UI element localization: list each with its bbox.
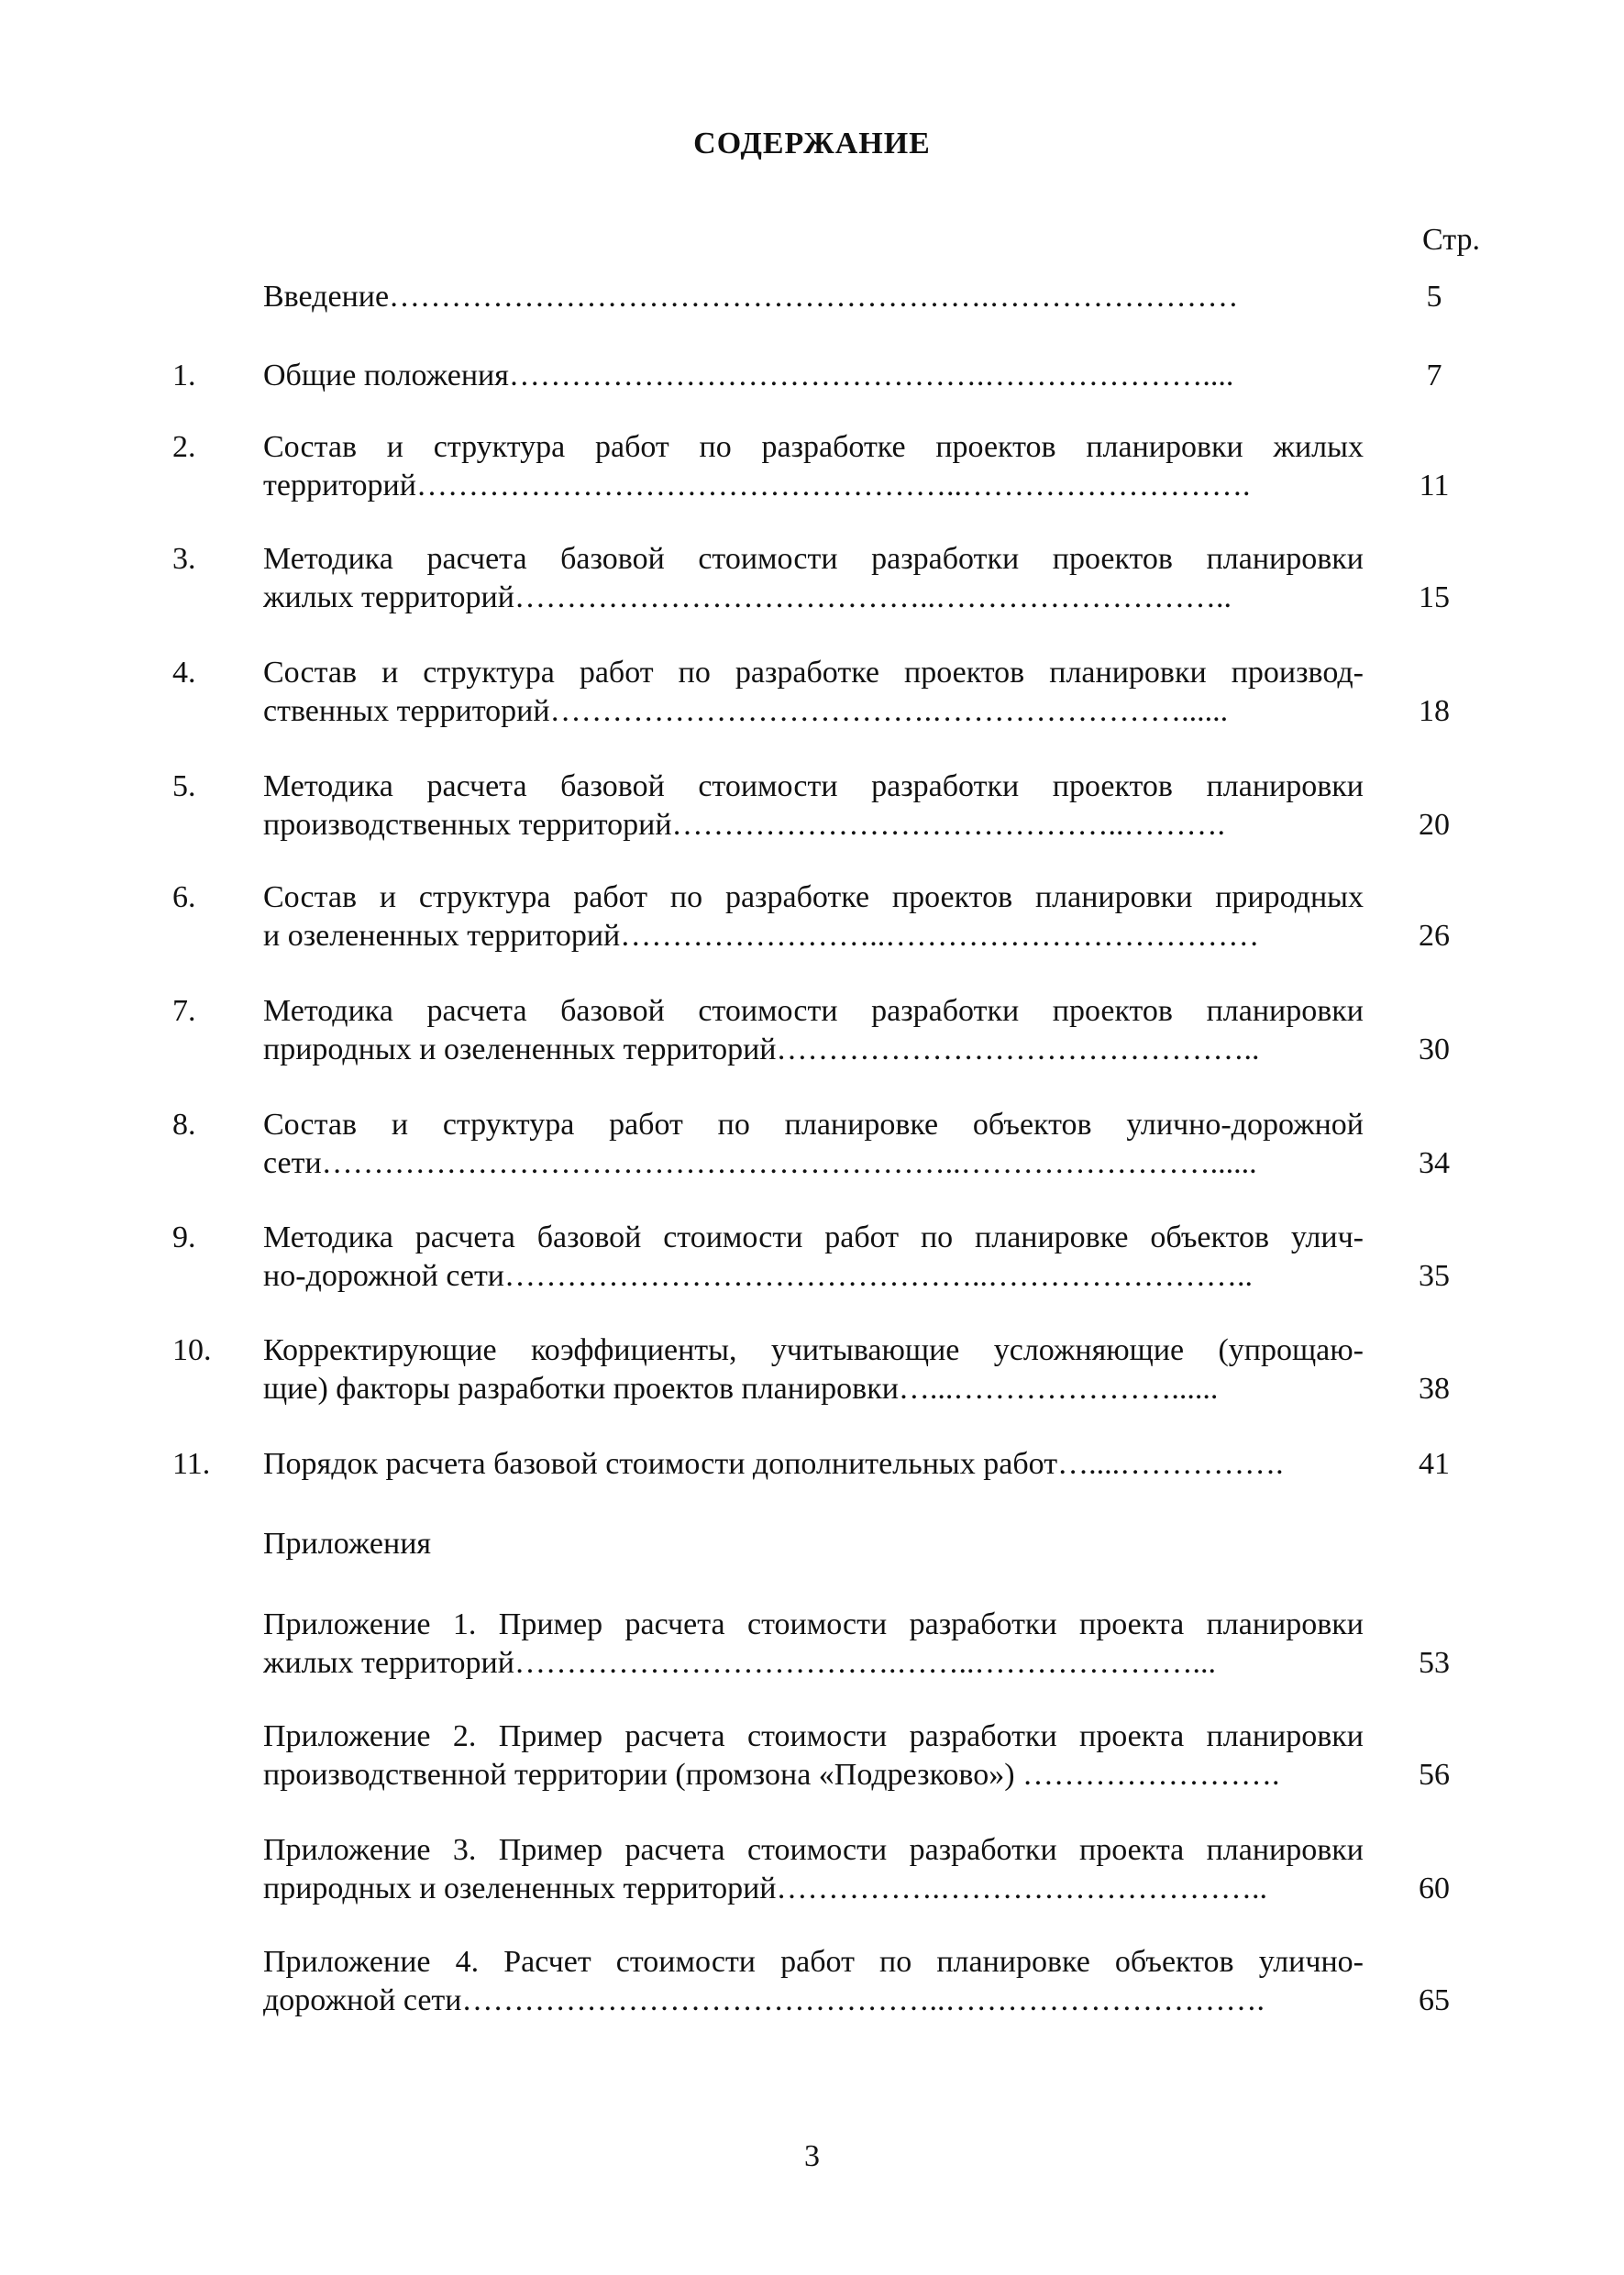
- toc-entry-text: [263, 278, 1364, 316]
- toc-entry-line: производственной территории (промзона «Подрезково») …………………….: [263, 1758, 1280, 1792]
- toc-entry-page: 60: [1419, 1872, 1450, 1905]
- toc-entry-line: щие) факторы разработки проектов планировки…...…………………......: [263, 1372, 1219, 1406]
- toc-entry-text: [263, 654, 1364, 731]
- toc-entry-text: [263, 1717, 1364, 1795]
- toc-entry-line: дорожной сети………………………………………..………………………….: [263, 1983, 1265, 2017]
- toc-entry-text: [263, 1943, 1364, 2020]
- toc-entry-line: ственных территорий……………………………….……………………......: [263, 694, 1229, 728]
- toc-entry-line: Методика расчета базовой стоимости разработки проектов планировки: [263, 994, 1364, 1028]
- toc-entry-line: Методика расчета базовой стоимости разработки проектов планировки: [263, 542, 1364, 576]
- toc-entry-line: Состав и структура работ по разработке проектов планировки природных: [263, 880, 1364, 914]
- toc-entry-page: 15: [1419, 580, 1450, 614]
- toc-entry-text: [263, 1831, 1364, 1908]
- toc-entry-text: [263, 1525, 1364, 1563]
- toc-entry-line: Приложение 3. Пример расчета стоимости разработки проекта планировки: [263, 1833, 1364, 1867]
- toc-entry-page: 11: [1419, 469, 1450, 502]
- toc-entry-text: [263, 768, 1364, 845]
- toc-entry-number: 5.: [172, 769, 196, 803]
- toc-entry-text: [263, 1106, 1364, 1183]
- toc-entry-line: Приложения: [263, 1527, 432, 1561]
- toc-entry-number: 3.: [172, 542, 196, 576]
- toc-entry-number: 9.: [172, 1220, 196, 1254]
- toc-entry-page: 20: [1419, 808, 1450, 842]
- toc-entry-line: Приложение 4. Расчет стоимости работ по планировке объектов улично-: [263, 1945, 1364, 1979]
- toc-entry-page: 18: [1419, 694, 1450, 728]
- toc-entry-line: но-дорожной сети………………………………………..……………………..: [263, 1259, 1254, 1293]
- toc-entry-line: Общие положения……………………………………….…………………....: [263, 359, 1234, 392]
- page-number: 3: [804, 2139, 820, 2173]
- toc-entry-page: 35: [1419, 1259, 1450, 1293]
- toc-entry-number: 8.: [172, 1108, 196, 1142]
- toc-entry-line: Состав и структура работ по разработке проектов планировки производ-: [263, 656, 1364, 690]
- toc-entry-line: Приложение 2. Пример расчета стоимости разработки проекта планировки: [263, 1719, 1364, 1753]
- toc-entry-text: [263, 1331, 1364, 1408]
- toc-entry-line: Приложение 1. Пример расчета стоимости разработки проекта планировки: [263, 1607, 1364, 1641]
- toc-entry-page: 30: [1419, 1033, 1450, 1066]
- toc-entry-number: 10.: [172, 1333, 212, 1367]
- toc-entry-number: 6.: [172, 880, 196, 914]
- toc-entry-page: 26: [1419, 919, 1450, 953]
- toc-entry-number: 2.: [172, 430, 196, 464]
- toc-entry-page: 56: [1419, 1758, 1450, 1792]
- toc-entry-number: 1.: [172, 359, 196, 392]
- toc-entry-page: 34: [1419, 1146, 1450, 1180]
- toc-entry-line: жилых территорий…………………………………..………………………..: [263, 580, 1232, 614]
- toc-entry-text: [263, 1219, 1364, 1296]
- toc-entry-page: 38: [1419, 1372, 1450, 1406]
- toc-entry-number: 4.: [172, 656, 196, 690]
- toc-entry-line: и озелененных территорий……………………..………………………………: [263, 919, 1260, 953]
- toc-entry-text: [263, 357, 1364, 395]
- toc-entry-text: [263, 992, 1364, 1069]
- toc-entry-page: 65: [1419, 1983, 1450, 2017]
- toc-entry-line: жилых территорий……………………………….……..…………………...: [263, 1646, 1216, 1680]
- toc-entry-text: [263, 1606, 1364, 1683]
- toc-entry-text: [263, 878, 1364, 955]
- toc-entry-line: производственных территорий……………………………………..……….: [263, 808, 1226, 842]
- page-column-label: Стр.: [1421, 223, 1480, 257]
- toc-entry-page: 53: [1419, 1646, 1450, 1680]
- toc-entry-line: Состав и структура работ по разработке проектов планировки жилых: [263, 430, 1364, 464]
- toc-entry-line: природных и озелененных территорий………………………………………..: [263, 1033, 1260, 1066]
- toc-entry-line: территорий……………………………………………..……………………….: [263, 469, 1251, 502]
- toc-entry-page: 41: [1419, 1447, 1450, 1481]
- toc-entry-line: Состав и структура работ по планировке объектов улично-дорожной: [263, 1108, 1364, 1142]
- toc-entry-line: Методика расчета базовой стоимости разработки проектов планировки: [263, 769, 1364, 803]
- toc-entry-text: [263, 540, 1364, 617]
- toc-entry-line: Методика расчета базовой стоимости работ по планировке объектов улич-: [263, 1220, 1364, 1254]
- toc-entry-page: 7: [1426, 359, 1442, 392]
- toc-entry-page: 5: [1426, 280, 1442, 314]
- toc-entry-line: Введение………………………………………………….……………………: [263, 280, 1239, 314]
- toc-entry-text: [263, 428, 1364, 505]
- toc-entry-line: Порядок расчета базовой стоимости дополнительных работ…....…………….: [263, 1447, 1284, 1481]
- toc-entry-number: 11.: [172, 1447, 211, 1481]
- toc-entry-text: [263, 1445, 1364, 1484]
- toc-entry-line: природных и озелененных территорий…………….…………………………..: [263, 1872, 1267, 1905]
- toc-title: СОДЕРЖАНИЕ: [693, 127, 931, 160]
- toc-entry-number: 7.: [172, 994, 196, 1028]
- toc-entry-line: Корректирующие коэффициенты, учитывающие усложняющие (упрощаю-: [263, 1333, 1364, 1367]
- toc-entry-line: сети……………………………………………………..……………………......: [263, 1146, 1257, 1180]
